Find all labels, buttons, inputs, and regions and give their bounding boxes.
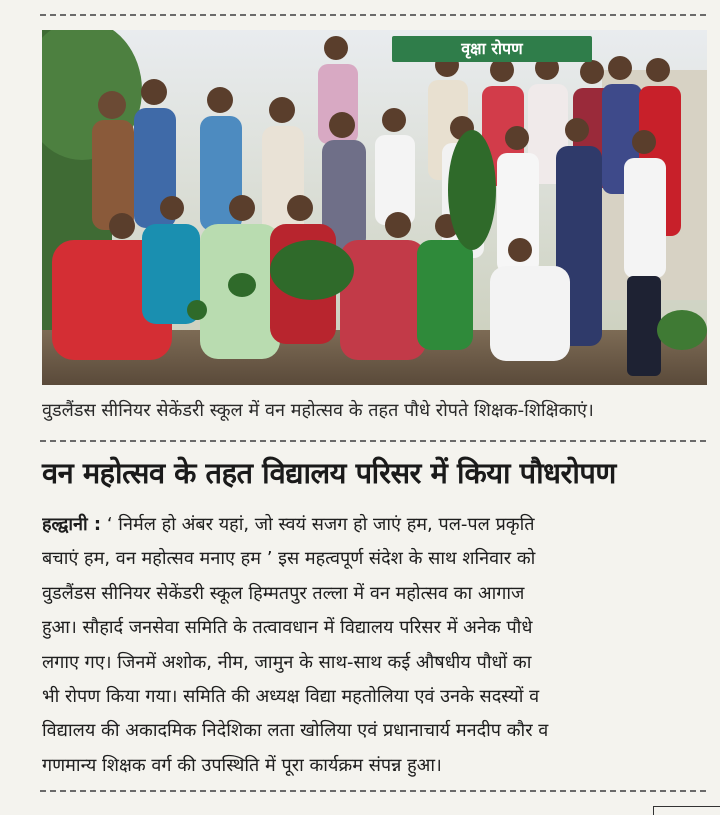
- photo-banner: वृक्षा रोपण: [392, 36, 592, 62]
- caption-divider: [40, 440, 706, 442]
- bottom-divider: [40, 790, 706, 792]
- article-headline: वन महोत्सव के तहत विद्यालय परिसर में किया पौधरोपण: [42, 456, 616, 490]
- article-line: गणमान्य शिक्षक वर्ग की उपस्थिति में पूरा कार्यक्रम संपन्न हुआ।: [42, 754, 442, 776]
- article-body: [42, 508, 707, 783]
- photo-illustration: [42, 30, 707, 385]
- article-line: वुडलैंडस सीनियर सेकेंडरी स्कूल हिम्मतपुर तल्ला में वन महोत्सव का आगाज: [42, 582, 525, 604]
- dateline: हल्द्वानी :: [42, 514, 102, 535]
- article-line-text: ‘ निर्मल हो अंबर यहां, जो स्वयं सजग हो जाएं हम, पल-पल प्रकृति: [106, 514, 535, 535]
- article-line: हुआ। सौहार्द जनसेवा समिति के तत्वावधान में विद्यालय परिसर में अनेक पौधे: [42, 617, 533, 639]
- article-line: बचाएं हम, वन महोत्सव मनाए हम ’ इस महत्वपूर्ण संदेश के साथ शनिवार को: [42, 548, 536, 570]
- article-line: भी रोपण किया गया। समिति की अध्यक्ष विद्या महतोलिया एवं उनके सदस्यों व: [42, 686, 540, 708]
- article-line: लगाए गए। जिनमें अशोक, नीम, जामुन के साथ-साथ कई औषधीय पौधों का: [42, 651, 532, 673]
- corner-frame: [653, 806, 720, 815]
- photo-caption: वुडलैंडस सीनियर सेकेंडरी स्कूल में वन महोत्सव के तहत पौधे रोपते शिक्षक-शिक्षिकाएं।: [42, 400, 594, 421]
- article-line: [42, 508, 707, 542]
- group-photo: [42, 30, 707, 385]
- article-line: विद्यालय की अकादमिक निदेशिका लता खोलिया एवं प्रधानाचार्य मनदीप कौर व: [42, 720, 549, 742]
- top-divider: [40, 14, 706, 16]
